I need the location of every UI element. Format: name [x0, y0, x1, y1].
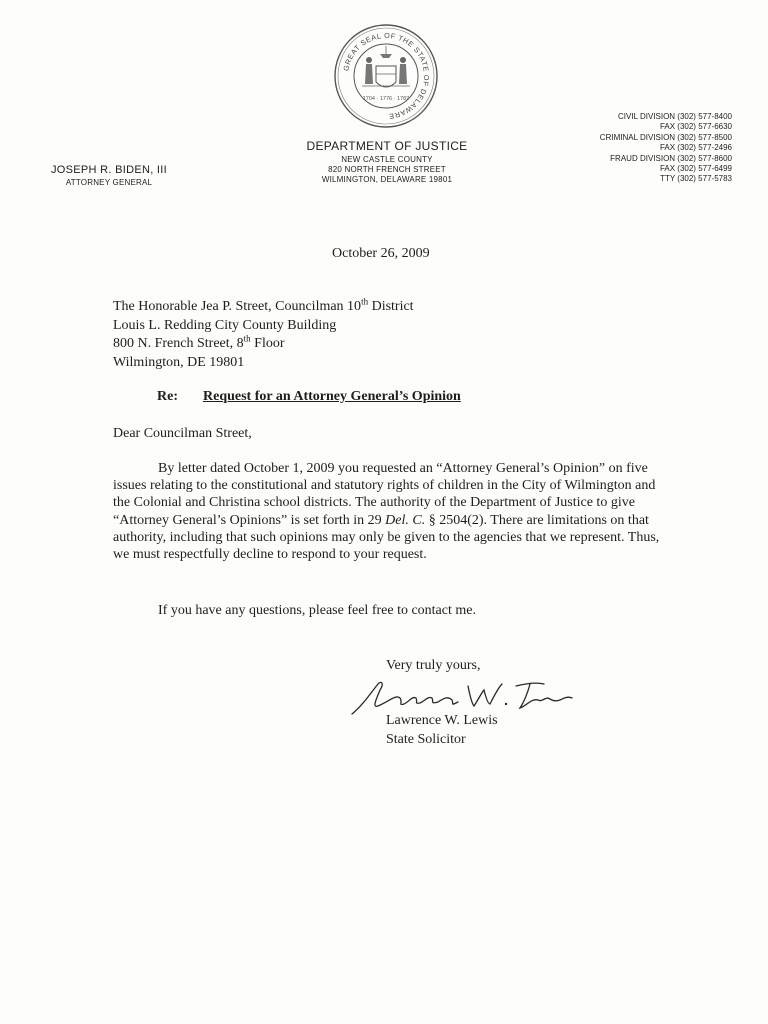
svg-text:1704 · 1776 · 1787: 1704 · 1776 · 1787: [362, 96, 410, 102]
letterhead-department: [232, 140, 542, 185]
signer-block: [386, 712, 498, 749]
attorney-general-name: JOSEPH R. BIDEN, III: [50, 164, 168, 176]
department-street: 820 NORTH FRENCH STREET: [328, 165, 446, 174]
attorney-general-title: ATTORNEY GENERAL: [65, 178, 153, 187]
recipient-address: [113, 298, 414, 372]
salutation: Dear Councilman Street,: [113, 426, 252, 441]
re-subject: Request for an Attorney General’s Opinion: [203, 389, 461, 404]
contact-line: CRIMINAL DIVISION (302) 577-8500: [599, 132, 732, 142]
contact-line: FAX (302) 577-6630: [659, 122, 732, 132]
signer-name: Lawrence W. Lewis: [386, 713, 498, 728]
contact-line: FAX (302) 577-2496: [659, 143, 732, 153]
svg-text:GREAT SEAL OF THE STATE OF DEL: GREAT SEAL OF THE STATE OF DELAWARE: [341, 30, 432, 121]
contact-line: CIVIL DIVISION (302) 577-8400: [618, 112, 732, 121]
contact-paragraph: If you have any questions, please feel free to contact me.: [158, 603, 476, 618]
department-title: DEPARTMENT OF JUSTICE: [306, 139, 468, 153]
paragraph-indent: [113, 461, 158, 476]
body-paragraph: By letter dated October 1, 2009 you requested an “Attorney General’s Opinion” on five issues relating to the constitutional and statutory rights of children in the City of Wilmington and the Colonial and Christina school districts. The authority of the Department of Justice to give “Attorney General’s Opinions” is set forth in 29 Del. C. § 2504(2). There are limitations on that authority, including that such opinions may only be given to the agencies that we represent. Thus, we must respectfully decline to respond to your request.: [113, 461, 660, 563]
contact-line: TTY (302) 577-5783: [660, 174, 732, 184]
letter-date: October 26, 2009: [332, 246, 430, 261]
department-city: WILMINGTON, DELAWARE 19801: [321, 175, 453, 184]
contact-line: FAX (302) 577-6499: [659, 164, 732, 174]
contact-numbers: [560, 112, 732, 185]
delaware-state-seal: [332, 22, 440, 130]
recipient-line-2: Louis L. Redding City County Building: [113, 317, 337, 333]
recipient-line-4: Wilmington, DE 19801: [113, 354, 245, 370]
closing: Very truly yours,: [386, 658, 481, 673]
recipient-line-3: 800 N. French Street, 8th Floor: [113, 333, 285, 351]
attorney-general-block: [34, 164, 184, 187]
recipient-line-1: The Honorable Jea P. Street, Councilman 10th District: [113, 296, 414, 314]
re-label: Re:: [157, 389, 178, 404]
contact-line: FRAUD DIVISION (302) 577-8600: [610, 153, 732, 163]
signer-title: State Solicitor: [386, 731, 466, 747]
department-county: NEW CASTLE COUNTY: [341, 155, 433, 164]
